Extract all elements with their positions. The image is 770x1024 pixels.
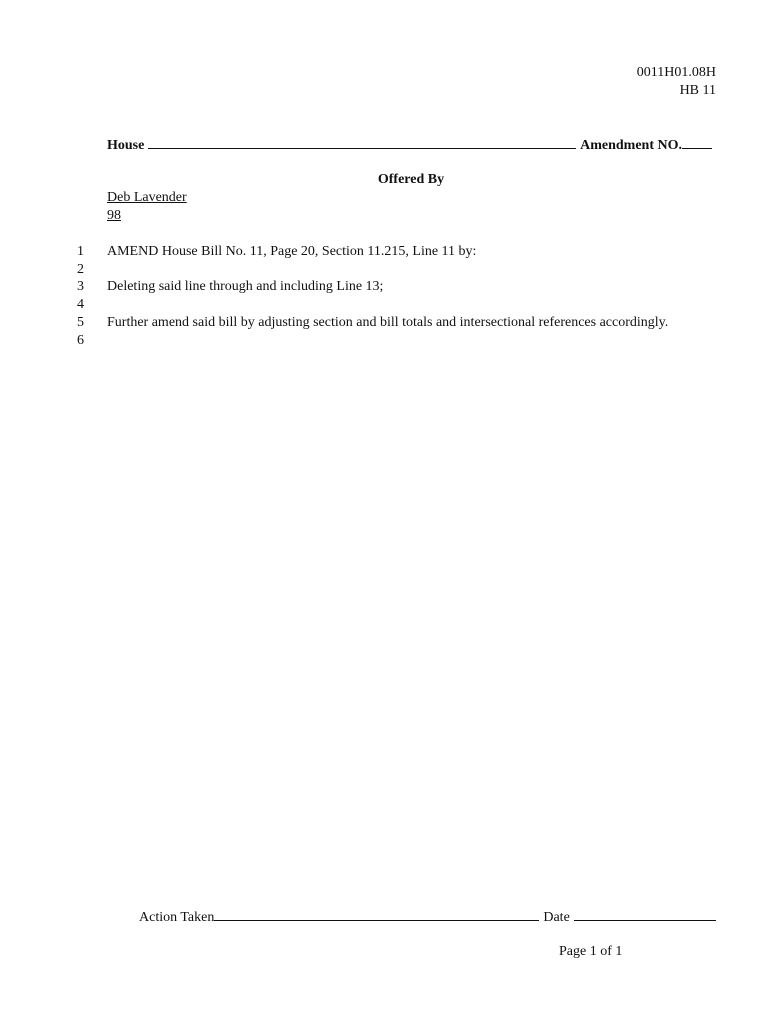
action-taken-row [139,907,716,927]
action-taken-blank-line [214,907,539,921]
chamber-blank-line [148,135,576,149]
line-number: 6 [77,333,84,348]
line-number: 1 [77,244,84,259]
page-number: Page 1 of 1 [559,944,623,959]
amendment-number-label: Amendment NO. [580,138,682,153]
line-number: 4 [77,297,84,312]
line-text: AMEND House Bill No. 11, Page 20, Section 11.215, Line 11 by: [107,244,477,259]
date-label: Date [543,910,570,925]
line-number: 3 [77,279,84,294]
amendment-number-blank-line [682,135,712,149]
sponsor-name: Deb Lavender [107,190,187,205]
chamber-label: House [107,138,145,153]
action-taken-label: Action Taken [139,910,215,925]
bill-number: HB 11 [679,83,716,98]
line-number: 2 [77,262,84,277]
offered-by-heading: Offered By [377,172,445,187]
line-text: Deleting said line through and including Line 13; [107,279,384,294]
date-blank-line [574,907,716,921]
line-text: Further amend said bill by adjusting section and bill totals and intersectional references accordingly. [107,315,669,330]
line-number: 5 [77,315,84,330]
document-id: 0011H01.08H [636,65,716,80]
sponsor-district: 98 [107,208,121,223]
amendment-header-row [107,135,712,155]
